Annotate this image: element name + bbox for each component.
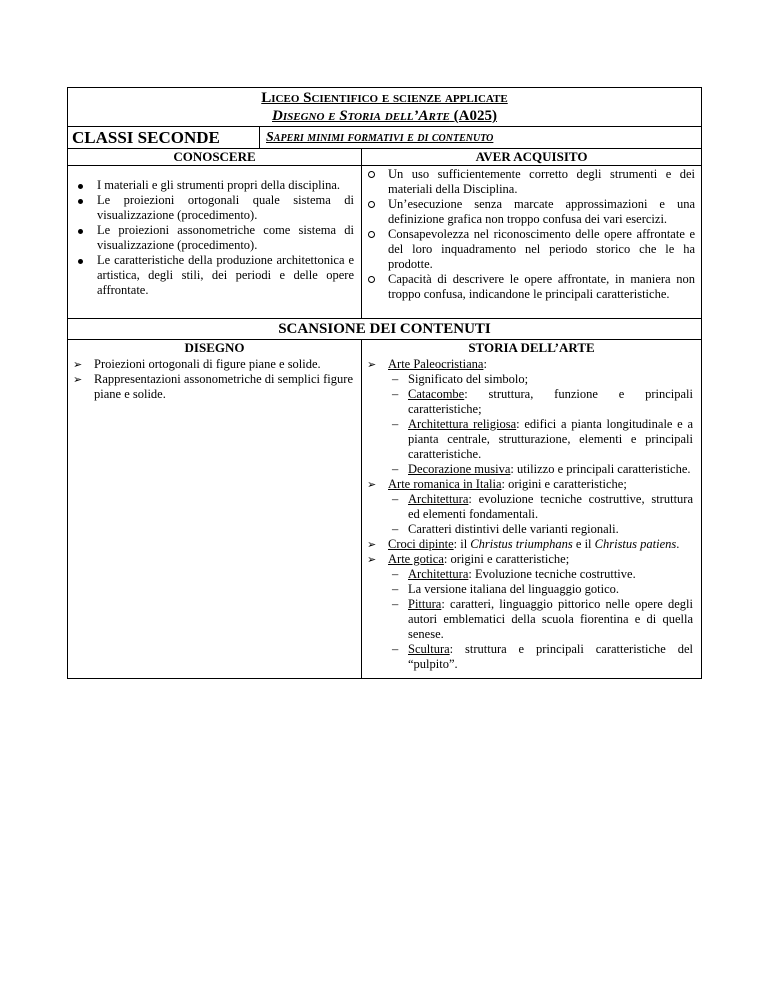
- bullet-dot-icon: [78, 259, 83, 264]
- arrow-bullet-icon: ➢: [367, 478, 377, 491]
- list-item: ➢ Arte romanica in Italia: origini e caratteristiche; – Architettura: evoluzione tecniche costruttive, struttura ed elementi fondamentali. – Caratteri distintivi delle varianti regionali.: [367, 477, 693, 536]
- contents-section: [68, 356, 701, 678]
- bullet-dot-icon: [78, 184, 83, 189]
- dash-bullet-icon: –: [392, 417, 399, 431]
- heading-storia-arte: STORIA DELL’ARTE: [468, 340, 595, 355]
- bullet-circle-icon: [368, 201, 375, 208]
- list-item: – Pittura: caratteri, linguaggio pittorico nelle opere degli autori emblematici della scuola fiorentina e di quella senese.: [392, 597, 693, 641]
- dash-bullet-icon: –: [392, 492, 399, 506]
- curriculum-table: [67, 87, 702, 679]
- list-item: ➢ Croci dipinte: il Christus triumphans e il Christus patiens.: [367, 537, 680, 551]
- list-item: Capacità di descrivere le opere affrontate, in maniera non troppo confusa, indicandone le principali caratteristiche.: [366, 272, 695, 302]
- heading-disegno: DISEGNO: [68, 340, 362, 356]
- class-row: [68, 127, 701, 149]
- bullet-circle-icon: [368, 171, 375, 178]
- arrow-bullet-icon: ➢: [367, 538, 377, 551]
- dash-bullet-icon: –: [392, 567, 399, 581]
- heading-conoscere: CONOSCERE: [68, 149, 362, 165]
- list-item: Consapevolezza nel riconoscimento delle opere affrontate e del loro inquadramento nel periodo storico che le ha prodotte.: [366, 227, 695, 272]
- list-item: – Catacombe: struttura, funzione e principali caratteristiche;: [392, 387, 693, 416]
- disegno-column: [68, 356, 362, 678]
- class-label: CLASSI SECONDE: [68, 127, 260, 148]
- list-item: – Architettura: Evoluzione tecniche costruttive.: [392, 567, 636, 581]
- list-item: I materiali e gli strumenti propri della disciplina.: [76, 178, 354, 193]
- heading-aver-acquisito: AVER ACQUISITO: [475, 149, 588, 164]
- paleo-sublist: [388, 372, 693, 477]
- list-item: Un uso sufficientemente corretto degli strumenti e dei materiali della Disciplina.: [366, 167, 695, 197]
- dash-bullet-icon: –: [392, 642, 399, 656]
- dash-bullet-icon: –: [392, 597, 399, 611]
- dash-bullet-icon: –: [392, 462, 399, 476]
- dash-bullet-icon: –: [392, 387, 399, 401]
- aver-acquisito-column: [362, 166, 701, 318]
- list-item: – La versione italiana del linguaggio gotico.: [392, 582, 620, 596]
- list-item: – Decorazione musiva: utilizzo e principali caratteristiche.: [392, 462, 691, 476]
- list-item: ➢ Rappresentazioni assonometriche di semplici figure piane e solide.: [73, 372, 353, 401]
- gotica-sublist: [388, 567, 693, 672]
- bullet-circle-icon: [368, 231, 375, 238]
- arrow-bullet-icon: ➢: [367, 358, 377, 371]
- arrow-bullet-icon: ➢: [73, 373, 83, 386]
- subject-title: [68, 107, 701, 127]
- bullet-dot-icon: [78, 229, 83, 234]
- objectives-section: [68, 166, 701, 318]
- scansione-headings: [68, 340, 701, 356]
- romanica-sublist: [388, 492, 693, 537]
- conoscere-list: [68, 166, 361, 318]
- list-item: – Architettura religiosa: edifici a pianta longitudinale e a pianta centrale, strutturazione, elementi e principali caratteristiche.: [392, 417, 693, 461]
- bullet-circle-icon: [368, 276, 375, 283]
- disegno-list: [68, 356, 361, 408]
- aver-acquisito-list: [362, 166, 701, 304]
- storia-list: [362, 356, 701, 678]
- list-item: – Scultura: struttura e principali caratteristiche del “pulpito”.: [392, 642, 693, 671]
- list-item: Le caratteristiche della produzione architettonica e artistica, degli stili, dei periodi e delle opere affrontate.: [76, 253, 354, 298]
- list-item: Un’esecuzione senza marcate approssimazioni e una definizione grafica non troppo confusa dei vari esercizi.: [366, 197, 695, 227]
- list-item: ➢ Arte Paleocristiana: – Significato del simbolo; – Catacombe: struttura, funzione e principali caratteristiche; – Architettura religiosa: edifici a pianta longitudinale e a pianta centrale, strutturazione, elementi e principali caratteristiche. – Decorazione musiva: utilizzo e principali caratteristiche.: [367, 357, 693, 476]
- list-item: Le proiezioni assonometriche come sistema di visualizzazione (procedimento).: [76, 223, 354, 253]
- list-item: – Architettura: evoluzione tecniche costruttive, struttura ed elementi fondamentali.: [392, 492, 693, 521]
- arrow-bullet-icon: ➢: [73, 358, 83, 371]
- dash-bullet-icon: –: [392, 522, 399, 536]
- school-name: Liceo Scientifico e scienze applicate: [261, 90, 508, 106]
- arrow-bullet-icon: ➢: [367, 553, 377, 566]
- list-item: ➢ Arte gotica: origini e caratteristiche; – Architettura: Evoluzione tecniche costruttive. – La versione italiana del linguaggio gotico. – Pittura: caratteri, linguaggio pittorico nelle opere degli autori emblematici della scuola fiorentina e di quella senese. – Scultura: struttura e principali caratteristiche del “pulpito”.: [367, 552, 693, 671]
- conoscere-column: [68, 166, 362, 318]
- column-headings: [68, 149, 701, 166]
- bullet-dot-icon: [78, 199, 83, 204]
- subject-code: (A025): [453, 108, 497, 124]
- dash-bullet-icon: –: [392, 372, 399, 386]
- storia-column: [362, 356, 701, 678]
- list-item: ➢ Proiezioni ortogonali di figure piane e solide.: [73, 357, 321, 371]
- subject-name: Disegno e Storia dell’Arte: [272, 108, 450, 124]
- list-item: – Caratteri distintivi delle varianti regionali.: [392, 522, 619, 536]
- scansione-title: SCANSIONE DEI CONTENUTI: [68, 318, 701, 340]
- list-item: – Significato del simbolo;: [392, 372, 529, 386]
- school-title: [68, 88, 701, 107]
- dash-bullet-icon: –: [392, 582, 399, 596]
- class-subtitle: Saperi minimi formativi e di contenuto: [266, 130, 494, 145]
- list-item: Le proiezioni ortogonali quale sistema di visualizzazione (procedimento).: [76, 193, 354, 223]
